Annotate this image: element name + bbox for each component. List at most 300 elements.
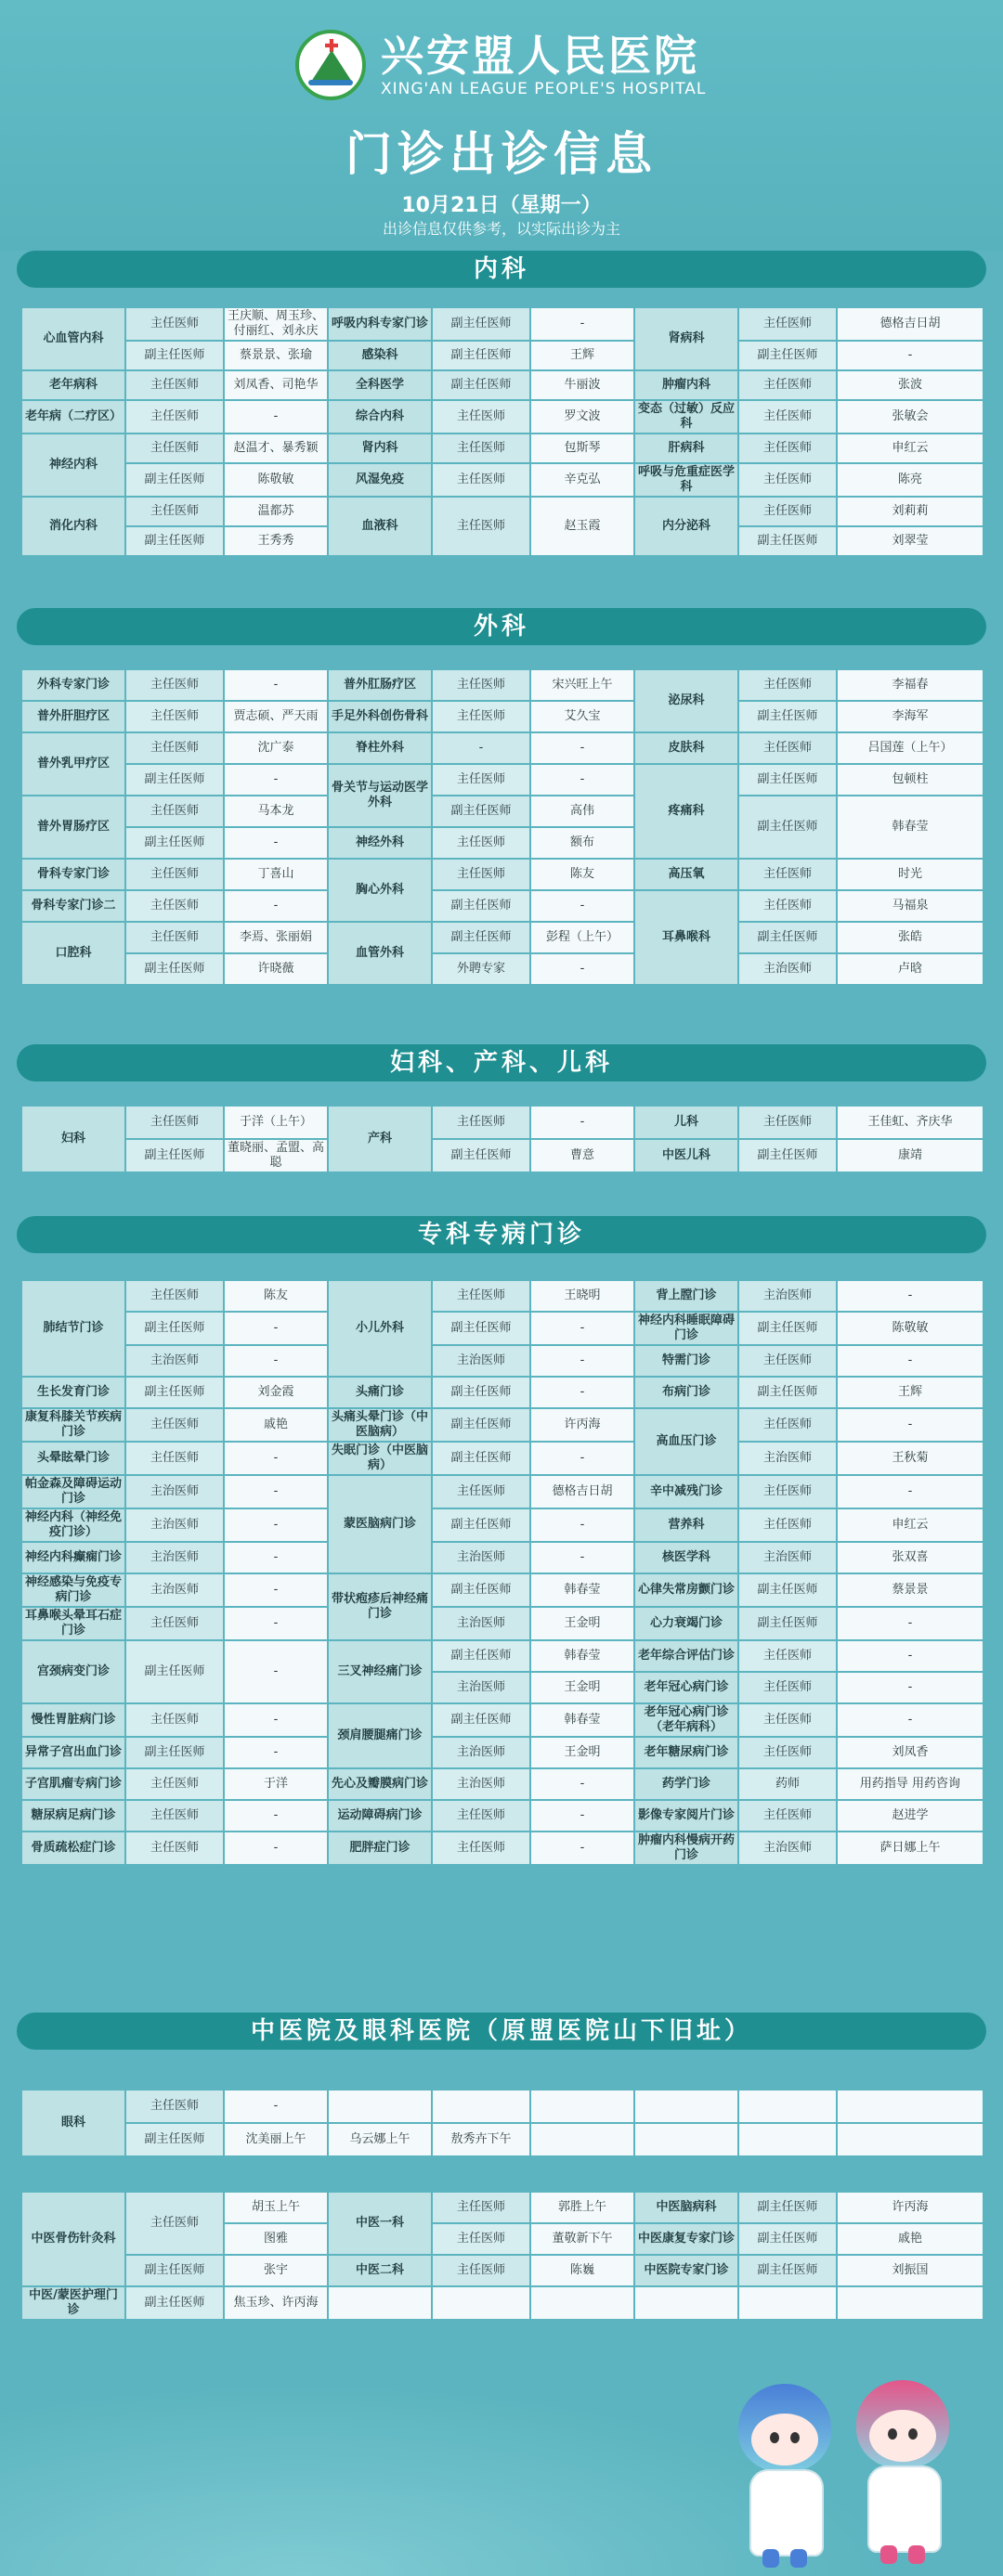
doctor-title-cell: 主任医师 (738, 434, 837, 463)
schedule-table (20, 306, 984, 557)
doctor-title-cell: 主任医师 (432, 400, 530, 434)
department-cell: 全科医学 (328, 370, 432, 400)
doctor-title-cell: 副主任医师 (432, 1703, 530, 1737)
doctor-title-cell: 副主任医师 (125, 341, 224, 370)
hospital-logo-icon (295, 30, 366, 100)
department-cell: 中医一科 (328, 2192, 432, 2255)
doctor-name-cell (432, 2286, 530, 2320)
department-cell: 老年冠心病门诊（老年病科） (634, 1703, 738, 1737)
doctor-title-cell: 主任医师 (125, 1832, 224, 1865)
doctor-name-cell: 许丙海 (530, 1408, 634, 1442)
doctor-title-cell: 主治医师 (432, 1607, 530, 1640)
doctor-name-cell (328, 2090, 432, 2123)
doctor-name-cell: 图雅 (224, 2223, 328, 2255)
doctor-title-cell: 主任医师 (738, 732, 837, 764)
doctor-name-cell: 马本龙 (224, 796, 328, 827)
table-row (21, 1573, 983, 1607)
doctor-title-cell: 主任医师 (432, 1106, 530, 1139)
doctor-title-cell: 副主任医师 (738, 341, 837, 370)
department-cell: 布病门诊 (634, 1377, 738, 1408)
doctor-title-cell: 主任医师 (738, 1737, 837, 1768)
doctor-name-cell: - (224, 2090, 328, 2123)
doctor-name-cell: 马福泉 (837, 890, 983, 922)
department-cell: 手足外科创伤骨科 (328, 701, 432, 732)
doctor-name-cell: 罗文波 (530, 400, 634, 434)
department-cell: 三叉神经痛门诊 (328, 1640, 432, 1703)
section-title-zhongyi: 中医院及眼科医院（原盟医院山下旧址） (17, 2013, 986, 2050)
department-cell: 老年冠心病门诊 (634, 1672, 738, 1703)
doctor-name-cell: 赵温才、暴秀颖 (224, 434, 328, 463)
doctor-name-cell: - (530, 1832, 634, 1865)
page-title: 门诊出诊信息 (345, 127, 658, 181)
department-cell: 中医康复专家门诊 (634, 2223, 738, 2255)
doctor-title-cell: 主治医师 (738, 1442, 837, 1475)
doctor-title-cell: 副主任医师 (738, 2223, 837, 2255)
department-cell: 慢性胃脏病门诊 (21, 1703, 125, 1737)
doctor-name-cell: 王秀秀 (224, 526, 328, 556)
department-cell: 中医院专家门诊 (634, 2255, 738, 2286)
department-cell: 呼吸与危重症医学科 (634, 463, 738, 497)
doctor-title-cell: 主任医师 (738, 307, 837, 341)
doctor-title-cell: 主治医师 (432, 1542, 530, 1573)
doctor-title-cell: 主任医师 (125, 2192, 224, 2255)
doctor-title-cell: 主治医师 (432, 1737, 530, 1768)
table-zhongyi (20, 2191, 983, 2321)
doctor-name-cell: - (224, 1542, 328, 1573)
doctor-title-cell: 主任医师 (738, 370, 837, 400)
doctor-name-cell: 刘翠莹 (837, 526, 983, 556)
doctor-name-cell: - (224, 1640, 328, 1703)
table-row (21, 1737, 983, 1768)
department-cell: 疼痛科 (634, 764, 738, 859)
doctor-title-cell: 主任医师 (125, 307, 224, 341)
doctor-name-cell: 萨日娜上午 (837, 1832, 983, 1865)
doctor-name-cell: 王佳虹、齐庆华 (837, 1106, 983, 1139)
doctor-title-cell: 主任医师 (125, 1280, 224, 1312)
department-cell: 肾病科 (634, 307, 738, 370)
doctor-name-cell: 韩春莹 (530, 1703, 634, 1737)
table-row (21, 341, 983, 370)
doctor-name-cell: 乌云娜上午 (328, 2123, 432, 2156)
doctor-name-cell: 陈敬敏 (224, 463, 328, 497)
doctor-name-cell: - (530, 732, 634, 764)
doctor-title-cell: 副主任医师 (432, 307, 530, 341)
section-title-zhuanke: 专科专病门诊 (17, 1216, 986, 1253)
doctor-title-cell: 主任医师 (125, 1703, 224, 1737)
doctor-title-cell: 副主任医师 (432, 922, 530, 953)
doctor-title-cell: 主任医师 (432, 1832, 530, 1865)
doctor-title-cell: 主任医师 (738, 463, 837, 497)
doctor-name-cell: 于洋 (224, 1768, 328, 1800)
doctor-name-cell: 张宇 (224, 2255, 328, 2286)
doctor-name-cell: 高伟 (530, 796, 634, 827)
department-cell: 糖尿病足病门诊 (21, 1800, 125, 1832)
doctor-name-cell: 许丙海 (837, 2192, 983, 2223)
table-row (21, 2286, 983, 2320)
doctor-title-cell: 主任医师 (125, 2090, 224, 2123)
doctor-name-cell: - (530, 1542, 634, 1573)
doctor-name-cell: 王庆顺、周玉珍、付丽红、刘永庆 (224, 307, 328, 341)
doctor-name-cell (634, 2090, 738, 2123)
doctor-name-cell: - (837, 1345, 983, 1377)
department-cell: 普外胃肠疗区 (21, 796, 125, 859)
doctor-title-cell: 主任医师 (125, 1768, 224, 1800)
department-cell: 外科专家门诊 (21, 669, 125, 701)
doctor-name-cell: - (530, 1508, 634, 1542)
doctor-name-cell: - (224, 890, 328, 922)
department-cell: 综合内科 (328, 400, 432, 434)
doctor-name-cell: 张敏会 (837, 400, 983, 434)
doctor-name-cell: 陈敬敏 (837, 1312, 983, 1345)
table-row (21, 890, 983, 922)
doctor-name-cell: - (530, 1442, 634, 1475)
doctor-name-cell: - (530, 953, 634, 985)
doctor-name-cell: 宋兴旺上午 (530, 669, 634, 701)
doctor-title-cell: 副主任医师 (125, 1139, 224, 1172)
doctor-name-cell: - (530, 1377, 634, 1408)
doctor-title-cell: 副主任医师 (432, 341, 530, 370)
department-cell: 眼科 (21, 2090, 125, 2156)
doctor-name-cell (738, 2286, 837, 2320)
department-cell: 神经感染与免疫专病门诊 (21, 1573, 125, 1607)
doctor-title-cell: 主治医师 (125, 1508, 224, 1542)
doctor-title-cell: 主任医师 (738, 1640, 837, 1672)
doctor-title-cell: 主任医师 (125, 434, 224, 463)
department-cell: 消化内科 (21, 497, 125, 556)
department-cell: 老年综合评估门诊 (634, 1640, 738, 1672)
department-cell: 心力衰竭门诊 (634, 1607, 738, 1640)
table-row (21, 2192, 983, 2223)
doctor-name-cell: 德格吉日胡 (530, 1475, 634, 1508)
doctor-name-cell: 刘金霞 (224, 1377, 328, 1408)
table-eye (20, 2089, 983, 2157)
doctor-title-cell: 副主任医师 (125, 463, 224, 497)
doctor-title-cell: 主治医师 (738, 1542, 837, 1573)
doctor-name-cell: - (530, 764, 634, 796)
department-cell: 普外肛肠疗区 (328, 669, 432, 701)
doctor-name-cell: 温都苏 (224, 497, 328, 526)
doctor-title-cell: 副主任医师 (738, 796, 837, 859)
doctor-name-cell: 沈美丽上午 (224, 2123, 328, 2156)
doctor-title-cell: 主任医师 (738, 669, 837, 701)
department-cell: 高压氧 (634, 859, 738, 890)
doctor-title-cell: 副主任医师 (125, 2123, 224, 2156)
department-cell: 中医二科 (328, 2255, 432, 2286)
department-cell: 宫颈病变门诊 (21, 1640, 125, 1703)
table-row (21, 1312, 983, 1345)
doctor-title-cell: 主任医师 (738, 1475, 837, 1508)
department-cell: 特需门诊 (634, 1345, 738, 1377)
department-cell: 头痛头晕门诊（中医脑病） (328, 1408, 432, 1442)
table-row (21, 1280, 983, 1312)
doctor-name-cell (530, 2123, 634, 2156)
department-cell: 心律失常房颤门诊 (634, 1573, 738, 1607)
doctor-title-cell: 主任医师 (125, 1106, 224, 1139)
doctor-title-cell: 副主任医师 (738, 1607, 837, 1640)
department-cell: 肝病科 (634, 434, 738, 463)
doctor-name-cell: 郭胜上午 (530, 2192, 634, 2223)
department-cell: 耳鼻喉科 (634, 890, 738, 985)
table-row (21, 1832, 983, 1865)
department-cell: 失眠门诊（中医脑病） (328, 1442, 432, 1475)
table-row (21, 732, 983, 764)
doctor-name-cell: 吕国莲（上午） (837, 732, 983, 764)
doctor-name-cell: 陈亮 (837, 463, 983, 497)
department-cell: 普外乳甲疗区 (21, 732, 125, 796)
table-row (21, 1442, 983, 1475)
department-cell: 先心及瓣膜病门诊 (328, 1768, 432, 1800)
doctor-name-cell: - (837, 1640, 983, 1672)
department-cell: 影像专家阅片门诊 (634, 1800, 738, 1832)
doctor-title-cell: 副主任医师 (125, 2255, 224, 2286)
doctor-name-cell: 董晓丽、孟盟、高聪 (224, 1139, 328, 1172)
doctor-name-cell: 韩春莹 (837, 796, 983, 859)
table-row (21, 1475, 983, 1508)
doctor-name-cell: 曹意 (530, 1139, 634, 1172)
doctor-name-cell (634, 2123, 738, 2156)
doctor-title-cell: 副主任医师 (738, 1573, 837, 1607)
department-cell: 儿科 (634, 1106, 738, 1139)
doctor-title-cell: 主任医师 (125, 701, 224, 732)
doctor-title-cell: 主任医师 (738, 1345, 837, 1377)
doctor-title-cell: 主任医师 (738, 1703, 837, 1737)
department-cell: 妇科 (21, 1106, 125, 1172)
doctor-name-cell: 韩春莹 (530, 1640, 634, 1672)
doctor-title-cell: 主任医师 (125, 922, 224, 953)
doctor-title-cell: 主任医师 (125, 859, 224, 890)
department-cell: 感染科 (328, 341, 432, 370)
doctor-title-cell: 副主任医师 (125, 2286, 224, 2320)
department-cell: 神经内科 (21, 434, 125, 497)
table-row (21, 497, 983, 526)
doctor-name-cell: 包斯琴 (530, 434, 634, 463)
doctor-name-cell: 赵进学 (837, 1800, 983, 1832)
table-row (21, 400, 983, 434)
doctor-name-cell (837, 2090, 983, 2123)
doctor-name-cell: 额布 (530, 827, 634, 859)
doctor-title-cell: 副主任医师 (125, 1312, 224, 1345)
doctor-name-cell: - (224, 1475, 328, 1508)
doctor-title-cell: 主任医师 (125, 890, 224, 922)
doctor-name-cell: - (224, 827, 328, 859)
doctor-title-cell: 主任医师 (432, 669, 530, 701)
doctor-name-cell: 李焉、张丽娟 (224, 922, 328, 953)
department-cell: 蒙医脑病门诊 (328, 1475, 432, 1573)
doctor-title-cell: 主任医师 (125, 400, 224, 434)
doctor-title-cell: 主任医师 (738, 859, 837, 890)
doctor-title-cell: 主任医师 (125, 1442, 224, 1475)
department-cell: 帕金森及障碍运动门诊 (21, 1475, 125, 1508)
doctor-name-cell (634, 2286, 738, 2320)
doctor-title-cell: 副主任医师 (738, 1312, 837, 1345)
department-cell: 运动障碍病门诊 (328, 1800, 432, 1832)
doctor-name-cell: 沈广泰 (224, 732, 328, 764)
doctor-name-cell (837, 2286, 983, 2320)
doctor-title-cell: 主任医师 (738, 1672, 837, 1703)
table-row (21, 2255, 983, 2286)
doctor-name-cell: 刘振国 (837, 2255, 983, 2286)
doctor-title-cell: 主任医师 (738, 1800, 837, 1832)
doctor-title-cell: 主任医师 (738, 1508, 837, 1542)
doctor-name-cell: - (224, 1737, 328, 1768)
department-cell: 普外肝胆疗区 (21, 701, 125, 732)
doctor-title-cell: 主治医师 (432, 1768, 530, 1800)
doctor-name-cell: 于洋（上午） (224, 1106, 328, 1139)
doctor-name-cell: 许晓薇 (224, 953, 328, 985)
doctor-title-cell: 药师 (738, 1768, 837, 1800)
doctor-name-cell: - (224, 1832, 328, 1865)
doctor-name-cell: 王金明 (530, 1672, 634, 1703)
doctor-name-cell: 王晓明 (530, 1280, 634, 1312)
doctor-title-cell: 主任医师 (738, 400, 837, 434)
department-cell: 内分泌科 (634, 497, 738, 556)
department-cell: 血液科 (328, 497, 432, 556)
doctor-name-cell: 申红云 (837, 1508, 983, 1542)
doctor-name-cell: 刘凤香、司艳华 (224, 370, 328, 400)
department-cell: 骨关节与运动医学外科 (328, 764, 432, 827)
department-cell: 营养科 (634, 1508, 738, 1542)
table-row (21, 463, 983, 497)
table-row (21, 922, 983, 953)
doctor-name-cell: - (837, 1703, 983, 1737)
doctor-title-cell: 主任医师 (738, 497, 837, 526)
department-cell: 口腔科 (21, 922, 125, 985)
department-cell: 颈肩腰腿痛门诊 (328, 1703, 432, 1768)
department-cell: 中医儿科 (634, 1139, 738, 1172)
table-row (21, 2090, 983, 2123)
section-title-waike: 外科 (17, 608, 986, 645)
doctor-name-cell (328, 2286, 432, 2320)
hospital-name-english: XING'AN LEAGUE PEOPLE'S HOSPITAL (381, 80, 707, 98)
doctor-name-cell: 陈友 (224, 1280, 328, 1312)
department-cell: 血管外科 (328, 922, 432, 985)
department-cell: 神经内科癫痫门诊 (21, 1542, 125, 1573)
table-row (21, 1106, 983, 1139)
doctor-name-cell: 敖秀卉下午 (432, 2123, 530, 2156)
doctor-name-cell: - (224, 669, 328, 701)
doctor-name-cell: - (224, 1800, 328, 1832)
doctor-name-cell: 戚艳 (224, 1408, 328, 1442)
doctor-title-cell: 主任医师 (432, 701, 530, 732)
doctor-title-cell: 主任医师 (432, 2192, 530, 2223)
department-cell: 呼吸内科专家门诊 (328, 307, 432, 341)
mascot-doctor-icon (729, 2384, 840, 2570)
doctor-title-cell: 主任医师 (738, 1408, 837, 1442)
doctor-title-cell: 副主任医师 (738, 764, 837, 796)
doctor-name-cell: - (530, 1800, 634, 1832)
doctor-title-cell: 副主任医师 (125, 1640, 224, 1703)
doctor-name-cell: 丁喜山 (224, 859, 328, 890)
doctor-title-cell: 副主任医师 (432, 796, 530, 827)
table-neike (20, 306, 983, 557)
table-row (21, 796, 983, 827)
department-cell: 异常子宫出血门诊 (21, 1737, 125, 1768)
doctor-name-cell: 包顿柱 (837, 764, 983, 796)
department-cell: 中医脑病科 (634, 2192, 738, 2223)
table-row (21, 1542, 983, 1573)
table-row (21, 701, 983, 732)
doctor-name-cell: 蔡景景、张瑜 (224, 341, 328, 370)
doctor-title-cell: 主治医师 (432, 1345, 530, 1377)
hospital-brand (295, 30, 706, 100)
doctor-name-cell (432, 2090, 530, 2123)
doctor-name-cell: 胡玉上午 (224, 2192, 328, 2223)
doctor-title-cell: 副主任医师 (738, 2192, 837, 2223)
doctor-title-cell: 主治医师 (125, 1345, 224, 1377)
doctor-title-cell: 副主任医师 (432, 1442, 530, 1475)
department-cell: 康复科膝关节疾病门诊 (21, 1408, 125, 1442)
schedule-table (20, 2191, 984, 2321)
table-waike (20, 668, 983, 986)
table-row (21, 1768, 983, 1800)
schedule-table (20, 668, 984, 986)
doctor-title-cell: 副主任医师 (432, 1312, 530, 1345)
doctor-name-cell: 赵玉霞 (530, 497, 634, 556)
doctor-title-cell: 副主任医师 (432, 1508, 530, 1542)
department-cell: 心血管内科 (21, 307, 125, 370)
doctor-name-cell: 刘莉莉 (837, 497, 983, 526)
table-row (21, 307, 983, 341)
doctor-title-cell: 副主任医师 (432, 1408, 530, 1442)
table-row (21, 1800, 983, 1832)
doctor-title-cell: 主任医师 (738, 890, 837, 922)
schedule-note: 出诊信息仅供参考，以实际出诊为主 (382, 220, 620, 238)
doctor-title-cell: 主任医师 (125, 669, 224, 701)
doctor-name-cell: - (224, 1703, 328, 1737)
doctor-title-cell: 副主任医师 (125, 1737, 224, 1768)
doctor-name-cell: 戚艳 (837, 2223, 983, 2255)
department-cell: 中医骨伤针灸科 (21, 2192, 125, 2286)
doctor-title-cell: 主任医师 (432, 1280, 530, 1312)
department-cell: 生长发育门诊 (21, 1377, 125, 1408)
department-cell: 神经外科 (328, 827, 432, 859)
department-cell: 肥胖症门诊 (328, 1832, 432, 1865)
doctor-title-cell: 主治医师 (125, 1542, 224, 1573)
doctor-name-cell: 王秋菊 (837, 1442, 983, 1475)
doctor-title-cell: 主治医师 (738, 1832, 837, 1865)
table-row (21, 1607, 983, 1640)
doctor-title-cell: 主任医师 (432, 434, 530, 463)
doctor-title-cell: 副主任医师 (125, 1377, 224, 1408)
doctor-name-cell: 李海军 (837, 701, 983, 732)
doctor-name-cell: 艾久宝 (530, 701, 634, 732)
doctor-name-cell: 贾志硕、严天雨 (224, 701, 328, 732)
department-cell: 药学门诊 (634, 1768, 738, 1800)
department-cell: 头晕眩晕门诊 (21, 1442, 125, 1475)
doctor-name-cell: 董敬新下午 (530, 2223, 634, 2255)
department-cell: 脊柱外科 (328, 732, 432, 764)
table-row (21, 859, 983, 890)
doctor-title-cell: 副主任医师 (432, 370, 530, 400)
doctor-title-cell: 副主任医师 (738, 1139, 837, 1172)
doctor-name-cell: 焦玉珍、许丙海 (224, 2286, 328, 2320)
mascot-nurse-icon (847, 2380, 958, 2566)
doctor-name-cell: 张皓 (837, 922, 983, 953)
doctor-title-cell: 副主任医师 (738, 701, 837, 732)
table-row (21, 1139, 983, 1172)
doctor-name-cell: - (530, 1106, 634, 1139)
doctor-name-cell: 康靖 (837, 1139, 983, 1172)
doctor-title-cell: 副主任医师 (432, 890, 530, 922)
doctor-title-cell: 主治医师 (125, 1573, 224, 1607)
doctor-title-cell: 主任医师 (432, 827, 530, 859)
department-cell: 背上膛门诊 (634, 1280, 738, 1312)
doctor-name-cell (738, 2090, 837, 2123)
doctor-name-cell: 时光 (837, 859, 983, 890)
table-row (21, 1377, 983, 1408)
doctor-title-cell: 主治医师 (432, 1672, 530, 1703)
doctor-name-cell: - (224, 1345, 328, 1377)
